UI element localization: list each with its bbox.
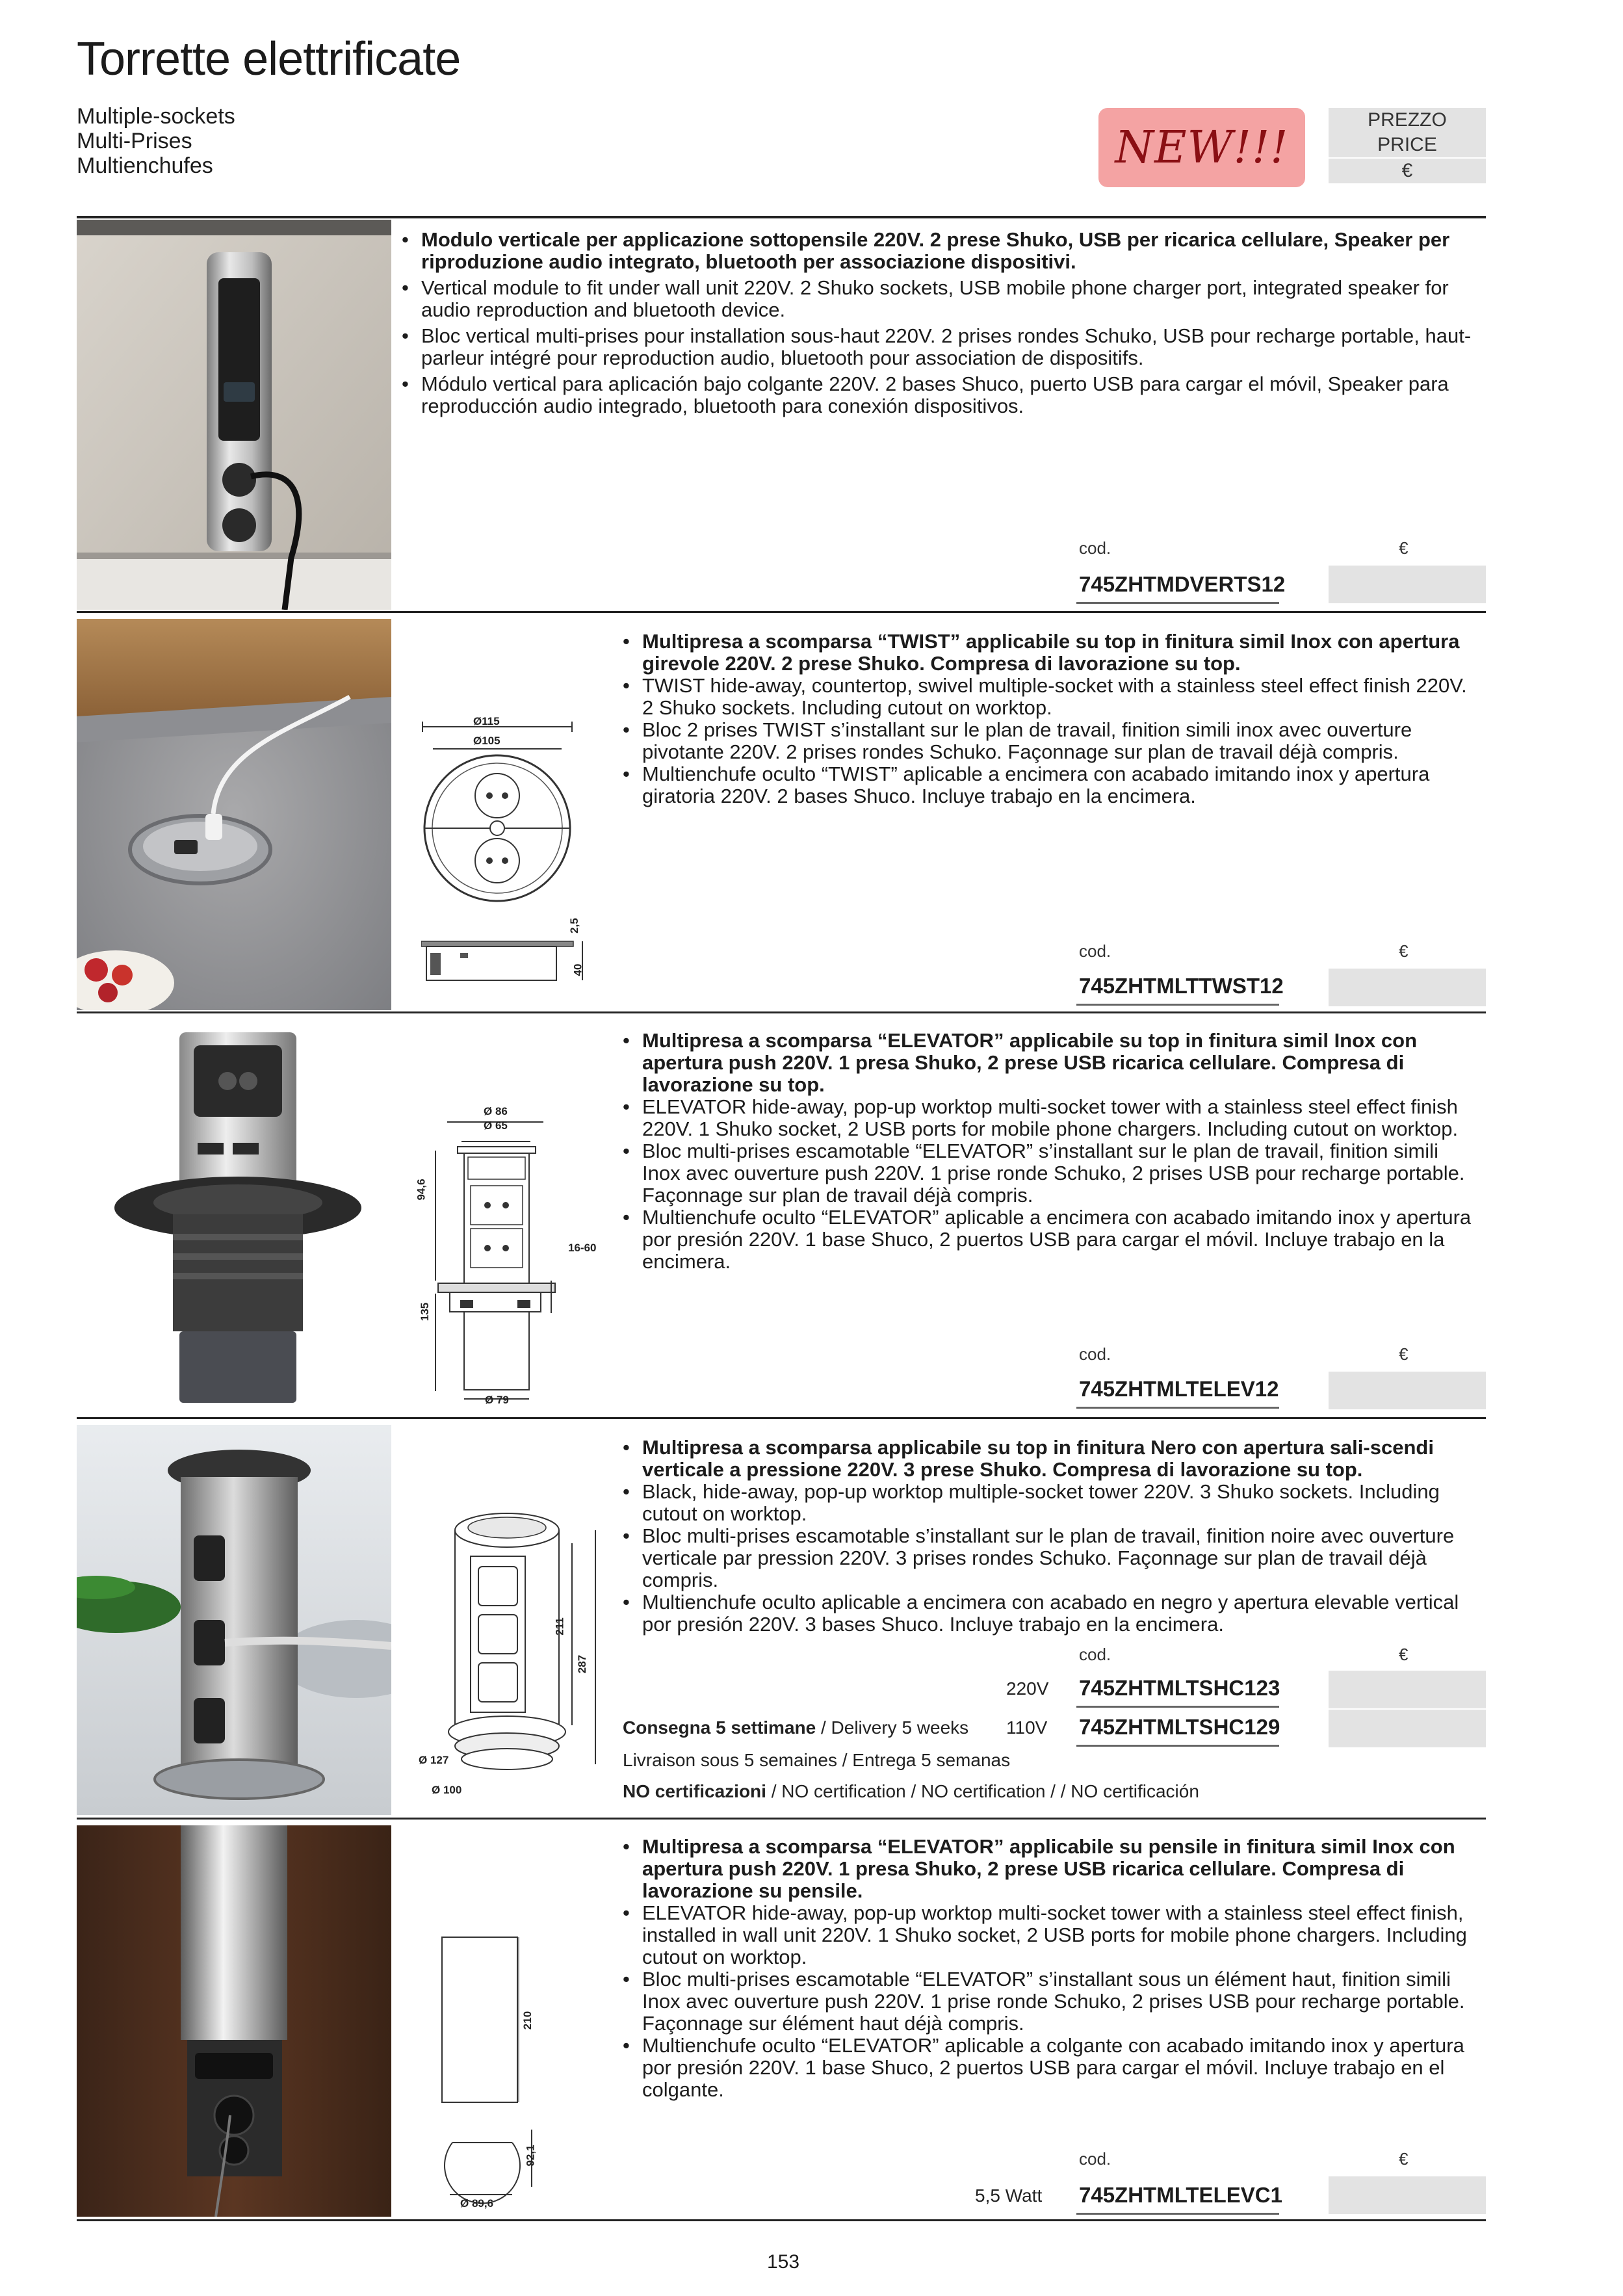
variant-1-voltage: 220V	[1006, 1678, 1049, 1699]
new-badge	[1098, 108, 1305, 187]
page-title: Torrette elettrificate	[77, 33, 461, 85]
elevator-technical-drawing	[415, 1105, 603, 1411]
subtitle-en: Multiple-sockets	[77, 104, 235, 129]
product-3-bullet-fr: • Bloc multi-prises escamotable “ELEVATOR” s’installant sur le plan de travail, finition simili Inox avec ouverture push 220V. 1 prise ronde Schuko, 2 prises USB pour recharge portable. Façonnage sur plan de travail déjà compris.	[623, 1140, 1474, 1207]
product-3-description	[623, 1030, 1474, 1273]
product-5-bullet-it: Multipresa a scomparsa “ELEVATOR” applicabile su pensile in finitura simil Inox con apertura push 220V. 1 presa Shuko, 2 prese USB ricarica cellulare. Compresa di lavorazione su pensile.	[642, 1835, 1455, 1902]
product-3-euro-label: €	[1399, 1344, 1409, 1364]
elevator-drawing-svg	[421, 1105, 603, 1411]
variant-2-code: 745ZHTMLTSHC129	[1076, 1714, 1279, 1747]
product-4-bullet-it: Multipresa a scomparsa applicabile su top in finitura Nero con apertura sali-scendi verticale a pressione 220V. 3 prese Shuko. Compresa di lavorazione su top.	[642, 1436, 1434, 1481]
product-5-price-box	[1329, 2176, 1486, 2214]
product-5-cod-label: cod.	[1079, 2149, 1111, 2169]
twist-technical-drawing	[421, 715, 584, 1004]
product-5-power: 5,5 Watt	[975, 2185, 1043, 2206]
product-5-divider	[77, 2219, 1486, 2221]
product-1-divider	[77, 611, 1486, 613]
variant-2-voltage: 110V	[1006, 1717, 1048, 1738]
product-3-price-box	[1329, 1372, 1486, 1409]
elevator-dim-depth: 135	[419, 1302, 432, 1322]
page-number: 153	[767, 2251, 800, 2273]
twist-dim-rim: 2,5	[567, 918, 580, 933]
product-2-bullet-fr: • Bloc 2 prises TWIST s’installant sur le plan de travail, finition simili inox avec ouverture pivotante 220V. 2 prises rondes Schuko. Façonnage sur plan de travail déjà compris.	[623, 719, 1474, 763]
cert-bold: NO certificazioni	[623, 1781, 766, 1801]
product-1-bullet-fr: • Bloc vertical multi-prises pour installation sous-haut 220V. 2 prises rondes Schuko, USB pour recharge portable, haut-parleur intégré pour reproduction audio, bluetooth pour association de dispositifs.	[402, 325, 1474, 369]
product-3-cod-label: cod.	[1079, 1344, 1111, 1364]
twist-socket-image	[77, 619, 391, 1010]
product-2-photo	[77, 619, 391, 1010]
product-5-code: 745ZHTMLTELEVC1	[1076, 2182, 1279, 2215]
product-3-bullet-en: • ELEVATOR hide-away, pop-up worktop multi-socket tower with a stainless steel effect finish 220V. 1 Shuko socket, 2 USB ports for mobile phone chargers. Including cutout on worktop.	[623, 1096, 1474, 1140]
elevator-dim-base: Ø 79	[485, 1394, 509, 1406]
product-2-bullet-es: • Multienchufe oculto “TWIST” aplicable a encimera con acabado imitando inox y apertura giratoria 220V. 2 bases Shuco. Incluye trabajo en la encimera.	[623, 763, 1474, 807]
twist-dim-outer: Ø115	[473, 715, 500, 727]
delivery-bold: Consegna 5 settimane	[623, 1717, 816, 1738]
product-3-code: 745ZHTMLTELEV12	[1076, 1376, 1279, 1409]
product-4-divider	[77, 1818, 1486, 1820]
product-1-bullet-it: Modulo verticale per applicazione sottopensile 220V. 2 prese Shuko, USB per ricarica cellulare, Speaker per riproduzione audio integrato, bluetooth per associazione dispositivi.	[421, 228, 1450, 273]
product-2-euro-label: €	[1399, 941, 1409, 961]
variant-2-price-box	[1329, 1710, 1486, 1747]
elevator-dim-height: 94,6	[415, 1179, 428, 1201]
product-2-price-box	[1329, 969, 1486, 1006]
product-1-bullet-en: • Vertical module to fit under wall unit 220V. 2 Shuko sockets, USB mobile phone charger port, integrated speaker for audio reproduction and bluetooth device.	[402, 277, 1474, 321]
elevator-dim-inner: Ø 65	[484, 1119, 508, 1132]
delivery-line-2: Livraison sous 5 semaines / Entrega 5 semanas	[623, 1750, 1011, 1770]
product-4-description	[623, 1437, 1474, 1636]
product-4-bullet-es: • Multienchufe oculto aplicable a encimera con acabado en negro y apertura elevable vertical por presión 220V. 3 bases Shuco. Incluye trabajo en la encimera.	[623, 1591, 1474, 1636]
product-2-bullet-en: • TWIST hide-away, countertop, swivel multiple-socket with a stainless steel effect finish 220V. 2 Shuko sockets. Including cutout on worktop.	[623, 675, 1474, 719]
price-label-en: PRICE	[1329, 133, 1486, 157]
product-4-photo	[77, 1425, 391, 1815]
black-tower-image	[77, 1425, 391, 1815]
product-5-euro-label: €	[1399, 2149, 1409, 2169]
twist-drawing-svg	[421, 718, 584, 1004]
price-label-euro: €	[1329, 159, 1486, 183]
product-2-divider	[77, 1011, 1486, 1013]
product-1-photo	[77, 220, 391, 610]
product-5-bullet-fr: • Bloc multi-prises escamotable “ELEVATOR” s’installant sous un élément haut, finition simili Inox avec ouverture push 220V. 1 prise ronde Schuko, 2 prises USB pour recharge portable. Façonnage sur élément haut déjà compris.	[623, 1968, 1474, 2035]
twist-dim-inner: Ø105	[473, 735, 500, 747]
black-tower-dim-total: 287	[576, 1654, 589, 1674]
certification-line	[623, 1781, 1199, 1802]
product-1-euro-label: €	[1399, 538, 1409, 558]
variant-1-code: 745ZHTMLTSHC123	[1076, 1675, 1279, 1708]
elevator-dim-outer: Ø 86	[484, 1105, 508, 1117]
product-1-description	[402, 229, 1474, 421]
product-4-cod-label: cod.	[1079, 1645, 1111, 1664]
product-2-code: 745ZHTMLTTWST12	[1076, 972, 1279, 1006]
twist-dim-depth: 40	[571, 963, 584, 976]
product-5-bullet-en: • ELEVATOR hide-away, pop-up worktop multi-socket tower with a stainless steel effect finish, installed in wall unit 220V. 1 Shuko socket, 2 USB ports for mobile phone chargers. Including cutout on worktop.	[623, 1902, 1474, 1968]
vertical-module-image	[77, 220, 391, 610]
black-tower-drawing-svg	[416, 1504, 617, 1790]
product-5-description	[623, 1836, 1474, 2101]
product-3-divider	[77, 1417, 1486, 1419]
product-3-bullet-it: Multipresa a scomparsa “ELEVATOR” applicabile su top in finitura simil Inox con apertura push 220V. 1 presa Shuko, 2 prese USB ricarica cellulare. Compresa di lavorazione su top.	[642, 1029, 1418, 1096]
black-tower-technical-drawing	[416, 1504, 617, 1796]
new-badge-text: NEW!!!	[1115, 122, 1289, 174]
product-5-bullet-es: • Multienchufe oculto “ELEVATOR” aplicable a colgante con acabado imitando inox y apertura por presión 220V. 1 base Shuco, 2 puertos USB para cargar el móvil. Incluye trabajo en el colgante.	[623, 2035, 1474, 2101]
product-3-photo	[77, 1019, 391, 1409]
product-1-cod-label: cod.	[1079, 538, 1111, 558]
price-label-it: PREZZO	[1329, 108, 1486, 133]
black-tower-dim-height: 211	[553, 1617, 566, 1636]
product-3-bullet-es: • Multienchufe oculto “ELEVATOR” aplicable a encimera con acabado imitando inox y apertura por presión 220V. 1 base Shuco, 2 puertos USB para cargar el móvil. Incluye trabajo en la encimera.	[623, 1207, 1474, 1273]
wall-elevator-drawing-svg	[439, 1935, 550, 2214]
subtitle-fr: Multi-Prises	[77, 129, 192, 153]
product-1-code: 745ZHTMDVERTS12	[1076, 571, 1279, 604]
product-5-photo	[77, 1825, 391, 2217]
product-2-cod-label: cod.	[1079, 941, 1111, 961]
product-4-euro-label: €	[1399, 1645, 1409, 1664]
product-2-description	[623, 631, 1474, 807]
wall-elevator-dim-diameter: Ø 89,6	[460, 2197, 494, 2210]
wall-elevator-dim-height: 210	[521, 2011, 534, 2030]
delivery-line	[623, 1717, 968, 1738]
elevator-socket-image	[77, 1019, 391, 1409]
wall-elevator-technical-drawing	[439, 1935, 550, 2214]
elevator-dim-thickness: 16-60	[568, 1242, 597, 1254]
product-1-bullet-es: • Módulo vertical para aplicación bajo colgante 220V. 2 bases Shuco, puerto USB para cargar el móvil, Speaker para reproducción audio integrado, bluetooth para conexión dispositivos.	[402, 373, 1474, 417]
product-2-bullet-it: Multipresa a scomparsa “TWIST” applicabile su top in finitura simil Inox con apertura girevole 220V. 2 prese Shuko. Compresa di lavorazione su top.	[642, 630, 1460, 675]
subtitle-es: Multienchufes	[77, 153, 213, 178]
wall-elevator-dim-depth: 92,1	[524, 2145, 537, 2167]
product-1-price-box	[1329, 566, 1486, 603]
header-divider	[77, 216, 1486, 218]
cert-rest: / NO certification / NO certification / / NO certificación	[766, 1781, 1199, 1801]
variant-1-price-box	[1329, 1671, 1486, 1708]
delivery-rest: / Delivery 5 weeks	[816, 1717, 969, 1738]
product-4-bullet-en: • Black, hide-away, pop-up worktop multiple-socket tower 220V. 3 Shuko sockets. Including cutout on worktop.	[623, 1481, 1474, 1525]
product-4-bullet-fr: • Bloc multi-prises escamotable s’installant sur le plan de travail, finition noire avec ouverture verticale par pression 220V. 3 prises rondes Schuko. Façonnage sur plan de travail déjà compris.	[623, 1525, 1474, 1591]
black-tower-dim-inner: Ø 100	[432, 1784, 462, 1796]
black-tower-dim-outer: Ø 127	[419, 1754, 449, 1766]
wall-elevator-image	[77, 1825, 391, 2217]
